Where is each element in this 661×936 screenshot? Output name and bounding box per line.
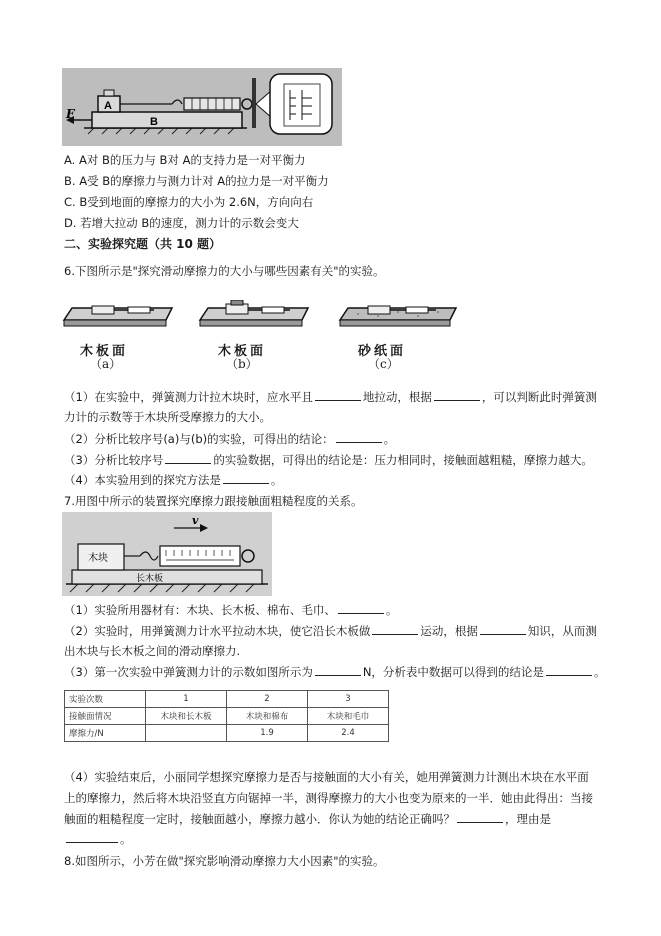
- board-label: 长木板: [136, 574, 164, 584]
- q8-stem: 8.如图所示，小芳在做"探究影响滑动摩擦力大小因素"的实验。: [64, 854, 385, 868]
- velocity-label: v: [192, 514, 199, 527]
- q5-option-c: C. B受到地面的摩擦力的大小为 2.6N，方向向右: [64, 195, 314, 209]
- table-cell: 木块和棉布: [227, 708, 308, 725]
- q5-option-a: A. A对 B的压力与 B对 A的支持力是一对平衡力: [64, 153, 306, 167]
- q6-part1-line1: （1）在实验中，弹簧测力计拉木块时，应水平且 地拉动，根据 ，可以判断此时弹簧测: [64, 390, 597, 404]
- q5-option-b: B. A受 B的摩擦力与测力计对 A的拉力是一对平衡力: [64, 174, 329, 188]
- answer-blank[interactable]: [165, 452, 211, 464]
- answer-blank[interactable]: [372, 623, 418, 635]
- caption-a-surface: 木板面: [80, 344, 129, 359]
- section-title: 二、实验探究题（共 10 题）: [64, 237, 222, 251]
- table-row: [65, 725, 389, 742]
- q7-part4-line2: 上的摩擦力，然后将木块沿竖直方向锯掉一半，测得摩擦力的大小也变为原来的一半．她由此得出：当接: [64, 791, 593, 805]
- answer-blank[interactable]: [434, 389, 480, 401]
- table-cell: 3: [308, 691, 389, 708]
- answer-blank[interactable]: [338, 602, 384, 614]
- q5-option-d: D. 若增大拉动 B的速度，测力计的示数会变大: [64, 216, 299, 230]
- q6-part1-line2: 力计的示数等于木块所受摩擦力的大小。: [64, 410, 271, 424]
- label-A: A: [104, 100, 112, 112]
- answer-blank[interactable]: [315, 389, 361, 401]
- q7-part2-line1: （2）实验时，用弹簧测力计水平拉动木块，使它沿长木板做 运动，根据 知识，从而测: [64, 624, 597, 638]
- q6-stem: 6.下图所示是"探究滑动摩擦力的大小与哪些因素有关"的实验。: [64, 264, 385, 278]
- answer-blank[interactable]: [66, 831, 118, 843]
- caption-c-tag: （c）: [368, 357, 399, 371]
- label-B: B: [150, 116, 158, 128]
- label-F: F: [66, 107, 75, 121]
- q7-stem: 7.用图中所示的装置探究摩擦力跟接触面粗糙程度的关系。: [64, 494, 363, 508]
- caption-a-tag: （a）: [90, 357, 122, 371]
- answer-blank[interactable]: [480, 623, 526, 635]
- q6-part4: （4）本实验用到的探究方法是 。: [64, 473, 283, 487]
- table-cell: 接触面情况: [65, 708, 146, 725]
- table-cell: 1.9: [227, 725, 308, 742]
- table-cell: [146, 725, 227, 742]
- table-cell: 木块和毛巾: [308, 708, 389, 725]
- q5-apparatus-figure: [62, 68, 342, 146]
- answer-blank[interactable]: [546, 664, 592, 676]
- answer-blank[interactable]: [457, 811, 503, 823]
- q6-three-setups-figure: [62, 300, 462, 336]
- q7-part1: （1）实验所用器材有：木块、长木板、棉布、毛巾、 。: [64, 603, 398, 617]
- table-cell: 摩擦力/N: [65, 725, 146, 742]
- q7-data-table: [64, 690, 389, 742]
- table-row: [65, 691, 389, 708]
- table-cell: 2.4: [308, 725, 389, 742]
- table-cell: 2: [227, 691, 308, 708]
- caption-c-surface: 砂纸面: [358, 344, 407, 359]
- table-cell: 实验次数: [65, 691, 146, 708]
- q7-part3: （3）第一次实验中弹簧测力计的示数如图所示为 N，分析表中数据可以得到的结论是 。: [64, 665, 606, 679]
- answer-blank[interactable]: [315, 664, 361, 676]
- answer-blank[interactable]: [223, 472, 269, 484]
- q6-part3: （3）分析比较序号 的实验数据，可得出的结论是：压力相同时，接触面越粗糙，摩擦力越大。: [64, 453, 593, 467]
- q7-part4-line1: （4）实验结束后，小丽同学想探究摩擦力是否与接触面的大小有关，她用弹簧测力计测出木块在水平面: [64, 770, 589, 784]
- block-label: 木块: [88, 553, 108, 564]
- q7-part4-line4: 。: [64, 831, 132, 847]
- table-row: [65, 708, 389, 725]
- q7-part2-line2: 出木块与长木板之间的滑动摩擦力.: [64, 644, 241, 658]
- answer-blank[interactable]: [336, 431, 382, 443]
- caption-b-surface: 木板面: [218, 344, 267, 359]
- q7-apparatus-figure: [62, 512, 272, 596]
- caption-b-tag: （b）: [226, 357, 258, 371]
- table-cell: 木块和长木板: [146, 708, 227, 725]
- table-cell: 1: [146, 691, 227, 708]
- q7-part4-line3: 触面的粗糙程度一定时，接触面越小，摩擦力越小．你认为她的结论正确吗？ ，理由是: [64, 812, 551, 826]
- q6-part2: （2）分析比较序号(a)与(b)的实验，可得出的结论： 。: [64, 432, 396, 446]
